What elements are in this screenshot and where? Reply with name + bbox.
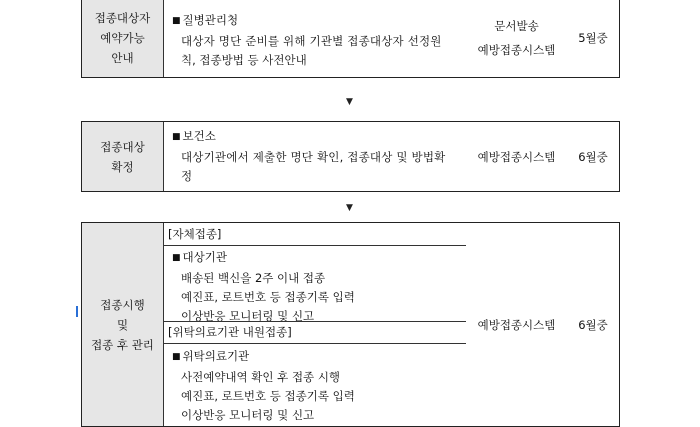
down-arrow-icon: ▼ — [346, 97, 353, 107]
step-3-period-cell — [567, 222, 620, 427]
system-label: 예방접종시스템 — [477, 317, 556, 332]
step-1-period-cell — [567, 0, 620, 78]
stage-line: 안내 — [111, 51, 134, 65]
system-label: 예방접종시스템 — [477, 149, 556, 164]
text-cursor-marker — [76, 306, 78, 317]
step-1-system-cell — [466, 0, 568, 78]
stage-line: 접종대상자 — [94, 11, 151, 25]
step-2-body-line: 정 — [181, 169, 193, 183]
self-vaccination-line: 이상반응 모니터링 및 신고 — [181, 309, 315, 323]
step-3-system-cell — [466, 222, 568, 427]
stage-line: 접종 후 관리 — [91, 337, 154, 352]
down-arrow-icon: ▼ — [346, 203, 353, 213]
period-label: 6월중 — [578, 317, 608, 332]
step-2-heading: ■ 보건소 — [172, 127, 543, 148]
consign-vaccination-bracket: [위탁의료기관 내원접종] — [164, 323, 549, 344]
step-2-body-line: 대상기관에서 제출한 명단 확인, 접종대상 및 방법확 — [181, 150, 446, 164]
self-vaccination-bracket: [자체접종] — [164, 225, 549, 246]
self-vaccination-heading: ■ 대상기관 — [172, 248, 549, 269]
consign-vaccination-line: 사전예약내역 확인 후 접종 시행 — [181, 370, 341, 384]
step-2-period-cell — [567, 121, 620, 192]
step-1-stage — [82, 0, 164, 77]
step-1-heading: ■ 질병관리청 — [172, 11, 543, 32]
step-1-body-line: 대상자 명단 준비를 위해 기관별 접종대상자 선정원 — [181, 34, 442, 48]
self-vaccination-line: 예진표, 로트번호 등 접종기록 입력 — [181, 290, 355, 304]
stage-line: 및 — [116, 317, 129, 332]
consign-vaccination-line: 이상반응 모니터링 및 신고 — [181, 408, 315, 422]
stage-line: 접종시행 — [100, 297, 145, 312]
consign-vaccination-line: 예진표, 로트번호 등 접종기록 입력 — [181, 389, 355, 403]
step-3-stage — [82, 223, 164, 426]
stage-line: 예약가능 — [100, 31, 145, 45]
period-label: 6월중 — [578, 149, 608, 164]
step-1-body-line: 칙, 접종방법 등 사전안내 — [181, 53, 307, 67]
stage-line: 접종대상 — [100, 139, 145, 154]
self-vaccination-line: 배송된 백신을 2주 이내 접종 — [181, 271, 326, 285]
consign-vaccination-heading: ■ 위탁의료기관 — [172, 347, 549, 368]
system-line: 예방접종시스템 — [477, 43, 556, 57]
step-2-system-cell — [466, 121, 568, 192]
period-label: 5월중 — [578, 31, 608, 45]
system-line: 문서발송 — [494, 19, 539, 33]
stage-line: 확정 — [111, 159, 134, 174]
step-2-stage — [82, 122, 164, 191]
